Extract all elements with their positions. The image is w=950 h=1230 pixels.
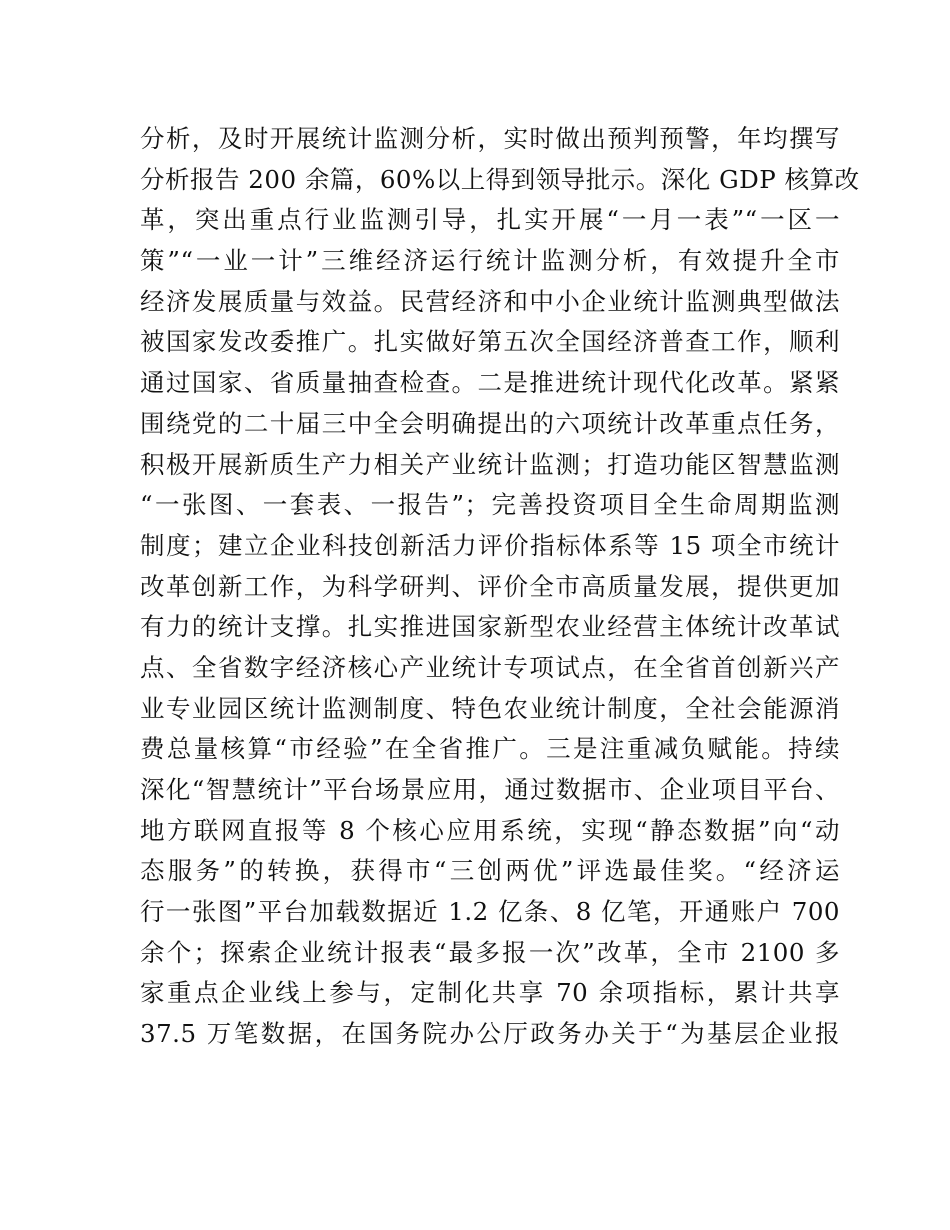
text-line: “一张图、一套表、一报告”；完善投资项目全生命周期监测	[140, 490, 840, 520]
text-line: 通过国家、省质量抽查检查。二是推进统计现代化改革。紧紧	[140, 368, 840, 398]
text-line: 37.5 万笔数据，在国务院办公厅政务办关于“为基层企业报	[140, 1019, 840, 1049]
text-line: 费总量核算“市经验”在全省推广。三是注重减负赋能。持续	[140, 734, 840, 764]
text-line: 分析，及时开展统计监测分析，实时做出预判预警，年均撰写	[140, 124, 840, 153]
text-line: 被国家发改委推广。扎实做好第五次全国经济普查工作，顺利	[140, 327, 840, 357]
text-line: 有力的统计支撑。扎实推进国家新型农业经营主体统计改革试	[140, 612, 840, 642]
text-line: 行一张图”平台加载数据近 1.2 亿条、8 亿笔，开通账户 700	[140, 897, 840, 927]
text-line: 家重点企业线上参与，定制化共享 70 余项指标，累计共享	[140, 978, 840, 1008]
text-line: 改革创新工作，为科学研判、评价全市高质量发展，提供更加	[140, 571, 840, 601]
text-line: 经济发展质量与效益。民营经济和中小企业统计监测典型做法	[140, 286, 840, 316]
body-text	[140, 119, 860, 1055]
text-line: 深化“智慧统计”平台场景应用，通过数据市、企业项目平台、	[140, 775, 840, 804]
text-line: 地方联网直报等 8 个核心应用系统，实现“静态数据”向“动	[140, 815, 840, 845]
text-line: 分析报告 200 余篇，60%以上得到领导批示。深化 GDP 核算改	[140, 164, 860, 194]
text-line: 业专业园区统计监测制度、特色农业统计制度，全社会能源消	[140, 693, 840, 723]
text-line: 制度；建立企业科技创新活力评价指标体系等 15 项全市统计	[140, 530, 840, 560]
text-line: 点、全省数字经济核心产业统计专项试点，在全省首创新兴产	[140, 652, 840, 682]
text-line: 余个；探索企业统计报表“最多报一次”改革，全市 2100 多	[140, 937, 840, 967]
text-line: 围绕党的二十届三中全会明确提出的六项统计改革重点任务，	[140, 408, 840, 438]
text-line: 策”“一业一计”三维经济运行统计监测分析，有效提升全市	[140, 246, 840, 276]
text-line: 积极开展新质生产力相关产业统计监测；打造功能区智慧监测	[140, 449, 840, 479]
text-line: 态服务”的转换，获得市“三创两优”评选最佳奖。“经济运	[140, 856, 840, 886]
text-line: 革，突出重点行业监测引导，扎实开展“一月一表”“一区一	[140, 205, 840, 235]
